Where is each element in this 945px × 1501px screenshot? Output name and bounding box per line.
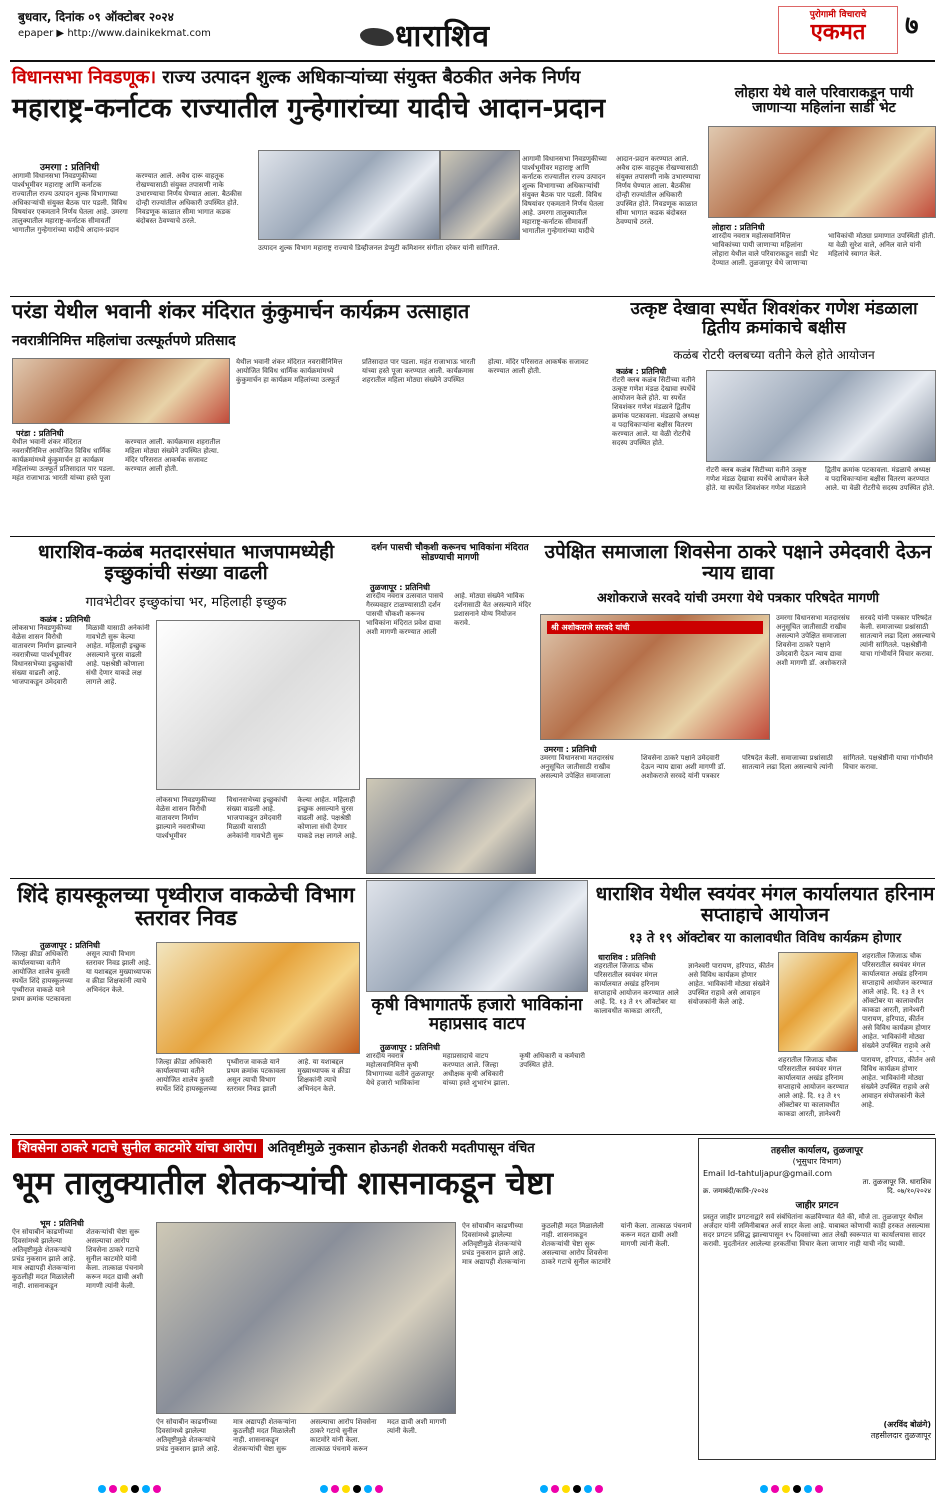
a11-body-cont2: ऐन सोयाबीन काढणीच्या दिवसांमध्ये झालेल्या अतिवृष्टीमुळे शेतकऱ्यांचे प्रचंड नुकसान झाले आहे. मात्र अद्यापही शेतकऱ्यांना कुठलीही मदत मिळालेली नाही. शासनाकडून शेतकऱ्यांची चेष्टा सुरू असल्याचा आरोप शिवसेना ठाकरे गटाचे सुनील काटमोरे यांनी केला. तात्काळ पंचनामे करून मदत द्यावी अशी मागणी त्यांनी केली. <box>462 1222 692 1266</box>
registration-marks <box>320 1478 386 1497</box>
divider <box>10 536 935 537</box>
a9-photo <box>778 952 858 1052</box>
a1-photo-2 <box>440 150 520 240</box>
newspaper-logo: पुरोगामी विचाराचे एकमत <box>778 6 898 54</box>
a3-body: येथील भवानी शंकर मंदिरात नवरात्रीनिमित्त आयोजित विविध धार्मिक कार्यक्रमांमध्ये कुंकुमार्चन हा कार्यक्रम महिलांच्या उत्स्फूर्त प्रतिसादात पार पडला. महंत राजाभाऊ भारती यांच्या हस्ते पूजा करण्यात आली. कार्यक्रमास शहरातील महिला मोठ्या संख्येने उपस्थित होत्या. मंदिर परिसरात आकर्षक सजावट करण्यात आली होती. <box>12 438 221 482</box>
divider <box>10 296 935 297</box>
a3-body-cont: येथील भवानी शंकर मंदिरात नवरात्रीनिमित्त आयोजित विविध धार्मिक कार्यक्रमांमध्ये कुंकुमार्चन हा कार्यक्रम महिलांच्या उत्स्फूर्त प्रतिसादात पार पडला. महंत राजाभाऊ भारती यांच्या हस्ते पूजा करण्यात आली. कार्यक्रमास शहरातील महिला मोठ्या संख्येने उपस्थित होत्या. मंदिर परिसरात आकर्षक सजावट करण्यात आली होती. <box>236 358 589 384</box>
a8-photo <box>156 942 360 1054</box>
a7-photo-banner: श्री अशोकराजे सरवदे यांची <box>547 621 763 634</box>
a2-body: शारदीय नवरात्र महोत्सवानिमित्त भाविकांच्या पायी जाणाऱ्या महिलांना लोहारा येथील वाले परिवाराकडून साडी भेट देण्यात आली. तुळजापूर येथे जाणाऱ्या भाविकांची मोठ्या प्रमाणात उपस्थिती होती. या वेळी सुरेश वाले, अनिल वाले यांनी महिलांचे स्वागत केले. <box>712 232 936 267</box>
a4-body-cont: रोटरी क्लब कळंब सिटीच्या वतीने उत्कृष्ट गणेश मंडळ देखावा स्पर्धेचे आयोजन केले होते. या स्पर्धेत शिवशंकर गणेश मंडळाने द्वितीय क्रमांक पटकावला. मंडळाचे अध्यक्ष व पदाधिकाऱ्यांना बक्षीस वितरण करण्यात आले. या वेळी रोटरीचे सदस्य उपस्थित होते. <box>706 466 935 492</box>
a9-headline: धाराशिव येथील स्वयंवर मंगल कार्यालयात हरिनाम सप्ताहाचे आयोजन <box>595 883 935 926</box>
a2-photo <box>708 126 936 218</box>
issue-date: बुधवार, दिनांक ०९ ऑक्टोबर २०२४ <box>18 10 174 24</box>
a1-body-cont: आगामी विधानसभा निवडणुकीच्या पार्श्वभूमीवर महाराष्ट्र आणि कर्नाटक राज्यातील राज्य उत्पादन शुल्क विभागाच्या अधिकाऱ्यांची संयुक्त बैठक पार पडली. विविध विषयांवर एकमताने निर्णय घेतला आहे. उमरगा तालुक्यातील महाराष्ट्र-कर्नाटक सीमावर्ती भागातील गुन्हेगारांच्या यादीचे आदान-प्रदान करण्यात आले. अवैध दारू वाहतूक रोखण्यासाठी संयुक्त तपासणी नाके उभारण्याचा निर्णय घेण्यात आला. बैठकीस दोन्ही राज्यांतील अधिकारी उपस्थित होते. निवडणूक काळात सीमा भागात कडक बंदोबस्त ठेवण्याचे ठरले. <box>522 155 701 235</box>
a8-headline: शिंदे हायस्कूलच्या पृथ्वीराज वाकळेची विभाग स्तरावर निवड <box>17 883 355 931</box>
govt-notice: तहसील कार्यालय, तुळजापूर (भूसुधार विभाग) Email Id-tahtuljapur@gmail.com ता. तुळजापूर जि. धाराशिव क्र. जमाबंदी/कावि-/२०२४ दि. ०७/१०/२०२४ जाहीर प्रगटन प्रस्तुत जाहीर प्रगटनाद्वारे सर्व संबंधितांना कळविण्यात येते की, मौजे ता. तुळजापूर येथील अर्जदार यांनी जमिनीबाबत अर्ज सादर केला आहे. याबाबत कोणाची काही हरकत असल्यास सदर प्रगटन प्रसिद्ध झाल्यापासून १५ दिवसांच्या आत लेखी स्वरूपात या कार्यालयास सादर करावी. मुदतीनंतर आलेल्या हरकतींचा विचार केला जाणार नाही याची नोंद घ्यावी. (अरविंद बोळंगे) तहसीलदार तुळजापूर <box>698 1138 936 1460</box>
divider <box>10 878 935 879</box>
page-number: ७ <box>905 11 919 41</box>
registration-marks <box>760 1478 826 1497</box>
a5-body-cont: लोकसभा निवडणुकीच्या वेळेस शासन विरोधी वातावरण निर्माण झाल्याने नवरात्रीच्या पार्श्वभूमीवर विधानसभेच्या इच्छुकांची संख्या वाढली आहे. भाजपाकडून उमेदवारी मिळावी यासाठी अनेकांनी गावभेटी सुरू केल्या आहेत. महिलाही इच्छुक असल्याने चुरस वाढली आहे. पक्षश्रेष्ठी कोणाला संधी देणार याकडे लक्ष लागले आहे. <box>156 796 358 840</box>
a4-body: रोटरी क्लब कळंब सिटीच्या वतीने उत्कृष्ट गणेश मंडळ देखावा स्पर्धेचे आयोजन केले होते. या स्पर्धेत शिवशंकर गणेश मंडळाने द्वितीय क्रमांक पटकावला. मंडळाचे अध्यक्ष व पदाधिकाऱ्यांना बक्षीस वितरण करण्यात आले. या वेळी रोटरीचे सदस्य उपस्थित होते. <box>612 376 700 447</box>
a8-body: जिल्हा क्रीडा अधिकारी कार्यालयाच्या वतीने आयोजित शालेय कुस्ती स्पर्धेत शिंदे हायस्कूलच्या पृथ्वीराज वाकळे याने प्रथम क्रमांक पटकावला असून त्याची विभाग स्तरावर निवड झाली आहे. या यशाबद्दल मुख्याध्यापक व क्रीडा शिक्षकांनी त्याचे अभिनंदन केले. <box>12 950 152 1003</box>
a11-body-cont: ऐन सोयाबीन काढणीच्या दिवसांमध्ये झालेल्या अतिवृष्टीमुळे शेतकऱ्यांचे प्रचंड नुकसान झाले आहे. मात्र अद्यापही शेतकऱ्यांना कुठलीही मदत मिळालेली नाही. शासनाकडून शेतकऱ्यांची चेष्टा सुरू असल्याचा आरोप शिवसेना ठाकरे गटाचे सुनील काटमोरे यांनी केला. तात्काळ पंचनामे करून मदत द्यावी अशी मागणी त्यांनी केली. <box>156 1418 447 1453</box>
a10-headline: कृषी विभागातर्फे हजारो भाविकांना महाप्रसाद वाटप <box>371 995 583 1034</box>
a1-caption: उत्पादन शुल्क विभाग महाराष्ट्र राज्याचे डिव्हीजनल डेप्युटी कमिशनर संगीता दरेकर यांनी सांगितले. <box>258 244 500 252</box>
a11-byline: भूम : प्रतिनिधी <box>40 1219 84 1228</box>
a4-subhead: कळंब रोटरी क्लबच्या वतीने केले होते आयोजन <box>673 348 875 362</box>
a1-headline: महाराष्ट्र-कर्नाटक राज्यातील गुन्हेगारांच्या यादीचे आदान-प्रदान <box>12 93 606 124</box>
a9-byline: धाराशिव : प्रतिनिधी <box>598 953 656 962</box>
a6-headline: दर्शन पासची चौकशी करूनच भाविकांना मंदिरात सोडण्याची मागणी <box>371 543 529 563</box>
a8-byline: तुळजापूर : प्रतिनिधी <box>40 941 100 950</box>
a5-cartoon <box>156 620 360 790</box>
a1-photo-1 <box>258 150 440 240</box>
a10-body: शारदीय नवरात्र महोत्सवानिमित्त कृषी विभागाच्या वतीने तुळजापूर येथे हजारो भाविकांना महाप्रसादाचे वाटप करण्यात आले. जिल्हा अधीक्षक कृषी अधिकारी यांच्या हस्ते शुभारंभ झाला. कृषी अधिकारी व कर्मचारी उपस्थित होते. <box>366 1052 585 1087</box>
a9-subhead: १३ ते १९ ऑक्टोबर या कालावधीत विविध कार्यक्रम होणार <box>628 931 902 946</box>
a4-headline: उत्कृष्ट देखावा स्पर्धेत शिवशंकर गणेश मंडळाला द्वितीय क्रमांकाचे बक्षीस <box>630 299 918 338</box>
a7-body: उमरगा विधानसभा मतदारसंघ अनुसूचित जातीसाठी राखीव असल्याने उपेक्षित समाजाला शिवसेना ठाकरे पक्षाने उमेदवारी देऊन न्याय द्यावा अशी मागणी डॉ. अशोकराजे सरवदे यांनी पत्रकार परिषदेत केली. समाजाच्या प्रश्नांसाठी सातत्याने लढा दिला असल्याचे त्यांनी सांगितले. पक्षश्रेष्ठींनी याचा गांभीर्याने विचार करावा. <box>540 754 933 780</box>
a6-photo <box>366 778 536 874</box>
a2-byline: लोहारा : प्रतिनिधी <box>712 223 765 232</box>
epaper-url[interactable]: epaper ▶ http://www.dainikekmat.com <box>18 28 211 39</box>
a8-body-cont: जिल्हा क्रीडा अधिकारी कार्यालयाच्या वतीने आयोजित शालेय कुस्ती स्पर्धेत शिंदे हायस्कूलच्या पृथ्वीराज वाकळे याने प्रथम क्रमांक पटकावला असून त्याची विभाग स्तरावर निवड झाली आहे. या यशाबद्दल मुख्याध्यापक व क्रीडा शिक्षकांनी त्याचे अभिनंदन केले. <box>156 1058 351 1093</box>
a10-photo <box>366 880 588 992</box>
header-rule <box>10 60 935 62</box>
a11-body: ऐन सोयाबीन काढणीच्या दिवसांमध्ये झालेल्या अतिवृष्टीमुळे शेतकऱ्यांचे प्रचंड नुकसान झाले आहे. मात्र अद्यापही शेतकऱ्यांना कुठलीही मदत मिळालेली नाही. शासनाकडून शेतकऱ्यांची चेष्टा सुरू असल्याचा आरोप शिवसेना ठाकरे गटाचे सुनील काटमोरे यांनी केला. तात्काळ पंचनामे करून मदत द्यावी अशी मागणी त्यांनी केली. <box>12 1228 144 1290</box>
a6-byline: तुळजापूर : प्रतिनिधी <box>370 583 430 592</box>
a11-kicker: अतिवृष्टीमुळे नुकसान होऊनही शेतकरी मदतीपासून वंचित <box>267 1141 535 1156</box>
a10-byline: तुळजापूर : प्रतिनिधी <box>380 1043 440 1052</box>
a3-headline: परंडा येथील भवानी शंकर मंदिरात कुंकुमार्चन कार्यक्रम उत्साहात <box>12 299 470 323</box>
notice-body: प्रस्तुत जाहीर प्रगटनाद्वारे सर्व संबंधितांना कळविण्यात येते की, मौजे ता. तुळजापूर येथील अर्जदार यांनी जमिनीबाबत अर्ज सादर केला आहे. याबाबत कोणाची काही हरकत असल्यास सदर प्रगटन प्रसिद्ध झाल्यापासून १५ दिवसांच्या आत लेखी स्वरूपात या कार्यालयास सादर करावी. मुदतीनंतर आलेल्या हरकतींचा विचार केला जाणार नाही याची नोंद घ्यावी. <box>703 1213 930 1248</box>
a11-headline: भूम तालुक्यातील शेतकऱ्यांची शासनाकडून चेष्टा <box>12 1164 554 1202</box>
a3-subhead: नवरात्रीनिमित्त महिलांचा उत्स्फूर्तपणे प्रतिसाद <box>12 333 236 349</box>
registration-marks <box>540 1478 606 1497</box>
divider <box>10 1134 935 1135</box>
notice-email: Email Id-tahtuljapur@gmail.com <box>703 1169 833 1178</box>
a5-body: लोकसभा निवडणुकीच्या वेळेस शासन विरोधी वातावरण निर्माण झाल्याने नवरात्रीच्या पार्श्वभूमीवर विधानसभेच्या इच्छुकांची संख्या वाढली आहे. भाजपाकडून उमेदवारी मिळावी यासाठी अनेकांनी गावभेटी सुरू केल्या आहेत. महिलाही इच्छुक असल्याने चुरस वाढली आहे. पक्षश्रेष्ठी कोणाला संधी देणार याकडे लक्ष लागले आहे. <box>12 624 150 686</box>
a11-banner: शिवसेना ठाकरे गटाचे सुनील काटमोरे यांचा आरोप। <box>12 1139 263 1158</box>
a7-byline: उमरगा : प्रतिनिधी <box>544 745 597 754</box>
a11-kicker-line <box>12 1138 692 1156</box>
a9-body-cont: शहरातील जिजाऊ चौक परिसरातील स्वयंवर मंगल कार्यालयात अखंड हरिनाम सप्ताहाचे आयोजन करण्यात आले आहे. दि. १३ ते १९ ऑक्टोबर या कालावधीत काकडा आरती, ज्ञानेश्वरी पारायण, हरिपाठ, कीर्तन असे विविध कार्यक्रम होणार आहेत. भाविकांनी मोठ्या संख्येने उपस्थित राहावे असे <box>862 952 933 1050</box>
a9-body-cont2: शहरातील जिजाऊ चौक परिसरातील स्वयंवर मंगल कार्यालयात अखंड हरिनाम सप्ताहाचे आयोजन करण्यात आले आहे. दि. १३ ते १९ ऑक्टोबर या कालावधीत काकडा आरती, ज्ञानेश्वरी पारायण, हरिपाठ, कीर्तन असे विविध कार्यक्रम होणार आहेत. भाविकांनी मोठ्या संख्येने उपस्थित राहावे असे आवाहन संयोजकांनी केले आहे. <box>778 1056 936 1118</box>
a9-body: शहरातील जिजाऊ चौक परिसरातील स्वयंवर मंगल कार्यालयात अखंड हरिनाम सप्ताहाचे आयोजन करण्यात आले आहे. दि. १३ ते १९ ऑक्टोबर या कालावधीत काकडा आरती, ज्ञानेश्वरी पारायण, हरिपाठ, कीर्तन असे विविध कार्यक्रम होणार आहेत. भाविकांनी मोठ्या संख्येने उपस्थित राहावे असे आवाहन संयोजकांनी केले आहे. <box>594 962 774 1015</box>
a5-byline: कळंब : प्रतिनिधी <box>40 615 91 624</box>
a4-photo <box>706 370 936 462</box>
a1-kicker-line: विधानसभा निवडणूक। राज्य उत्पादन शुल्क अधिकाऱ्यांच्या संयुक्त बैठकीत अनेक निर्णय <box>12 67 581 88</box>
section-title: धाराशिव <box>395 19 491 54</box>
a3-byline: परंडा : प्रतिनिधी <box>16 429 64 438</box>
a1-byline: उमरगा : प्रतिनिधी <box>40 163 100 173</box>
a4-byline: कळंब : प्रतिनिधी <box>616 367 667 376</box>
notice-signatory: (अरविंद बोळंगे) <box>883 1420 931 1429</box>
a2-headline: लोहारा येथे वाले परिवाराकडून पायी जाणाऱ्या महिलांना साडी भेट <box>734 85 914 117</box>
a5-headline: धाराशिव-कळंब मतदारसंघात भाजपामध्येही इच्छुकांची संख्या वाढली <box>37 541 335 584</box>
a7-subhead: अशोकराजे सरवदे यांची उमरगा येथे पत्रकार परिषदेत मागणी <box>597 591 879 606</box>
a11-photo <box>156 1222 456 1414</box>
a5-subhead: गावभेटीवर इच्छुकांचा भर, महिलाही इच्छुक <box>85 595 287 610</box>
a7-photo <box>540 614 770 740</box>
a1-body: आगामी विधानसभा निवडणुकीच्या पार्श्वभूमीवर महाराष्ट्र आणि कर्नाटक राज्यातील राज्य उत्पादन शुल्क विभागाच्या अधिकाऱ्यांची संयुक्त बैठक पार पडली. विविध विषयांवर एकमताने निर्णय घेतला आहे. उमरगा तालुक्यातील महाराष्ट्र-कर्नाटक सीमावर्ती भागातील गुन्हेगारांच्या यादीचे आदान-प्रदान करण्यात आले. अवैध दारू वाहतूक रोखण्यासाठी संयुक्त तपासणी नाके उभारण्याचा निर्णय घेण्यात आला. बैठकीस दोन्ही राज्यांतील अधिकारी उपस्थित होते. निवडणूक काळात सीमा भागात कडक बंदोबस्त ठेवण्याचे ठरले. <box>12 172 242 234</box>
a7-headline: उपेक्षित समाजाला शिवसेना ठाकरे पक्षाने उमेदवारी देऊन न्याय द्यावा <box>544 541 932 584</box>
registration-marks <box>98 1478 164 1497</box>
a7-body-cont: उमरगा विधानसभा मतदारसंघ अनुसूचित जातीसाठी राखीव असल्याने उपेक्षित समाजाला शिवसेना ठाकरे पक्षाने उमेदवारी देऊन न्याय द्यावा अशी मागणी डॉ. अशोकराजे सरवदे यांनी पत्रकार परिषदेत केली. समाजाच्या प्रश्नांसाठी सातत्याने लढा दिला असल्याचे त्यांनी सांगितले. पक्षश्रेष्ठींनी याचा गांभीर्याने विचार करावा. <box>776 614 936 667</box>
notice-heading: जाहीर प्रगटन <box>795 1201 839 1211</box>
a6-body: शारदीय नवरात्र उत्सवात पासचे गैरव्यवहार टाळण्यासाठी दर्शन पासची चौकशी करूनच भाविकांना मंदिरात प्रवेश द्यावा अशी मागणी करण्यात आली आहे. मोठ्या संख्येने भाविक दर्शनासाठी येत असल्याने मंदिर प्रशासनाने योग्य नियोजन करावे. <box>366 592 531 636</box>
notice-signatory-title: तहसीलदार तुळजापूर <box>870 1431 931 1440</box>
a3-photo <box>12 358 230 424</box>
district-map-icon <box>360 28 394 46</box>
